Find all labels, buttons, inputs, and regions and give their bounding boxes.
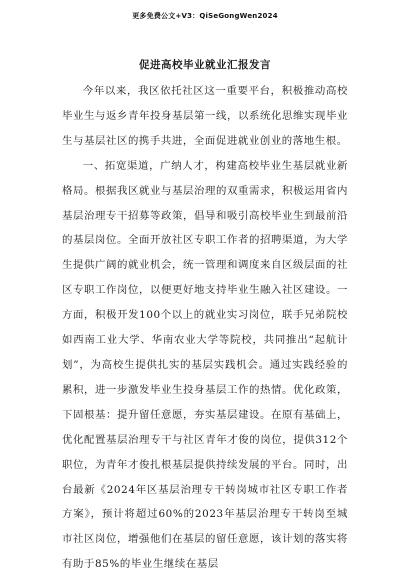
document-title: 促进高校毕业就业汇报发言 [139,59,271,71]
body-paragraph: 一、拓宽渠道，广纳人才，构建高校毕业生基层就业新格局。根据我区就业与基层治理的双重需求，积极运用省内基层治理专干招募等政策，倡导和吸引高校毕业生到最前沿的基层岗位。全面开放社区专职工作者的招聘渠道，为大学生提供广阔的就业机会，统一管理和调度来自区级层面的社区专职工作岗位，以便更好地支持毕业生融入社区建设。一方面，积极开发100个以上的就业实习岗位，联手兄弟院校如西南工业大学、华南农业大学等院校，共同推出“起航计划”，为高校生提供扎实的基层实践机会。通过实践经验的累积，进一步激发毕业生投身基层工作的热情。优化政策，下固根基：提升留任意愿，夯实基层建设。在原有基础上，优化配置基层治理专干与社区青年才俊的岗位，提供312个职位，为青年才俊扎根基层提供持续发展的平台。同时，出台最新《2024年区基层治理专干转岗城市社区专职工作者方案》，预计将超过60%的2023年基层治理专干转岗至城市社区岗位，增强他们在基层的留任意愿，该计划的落实将有助于85%的毕业生继续在基层 [62,159,348,571]
document-body [62,79,348,577]
body-paragraph: 今年以来，我区依托社区这一重要平台，积极推动高校毕业生与返乡青年投身基层第一线，以系统化思维实现毕业生与基层社区的携手共进，全面促进就业创业的落地生根。 [62,85,348,147]
header-watermark: 更多免费公文+V3：QiSeGongWen2024 [132,12,278,20]
